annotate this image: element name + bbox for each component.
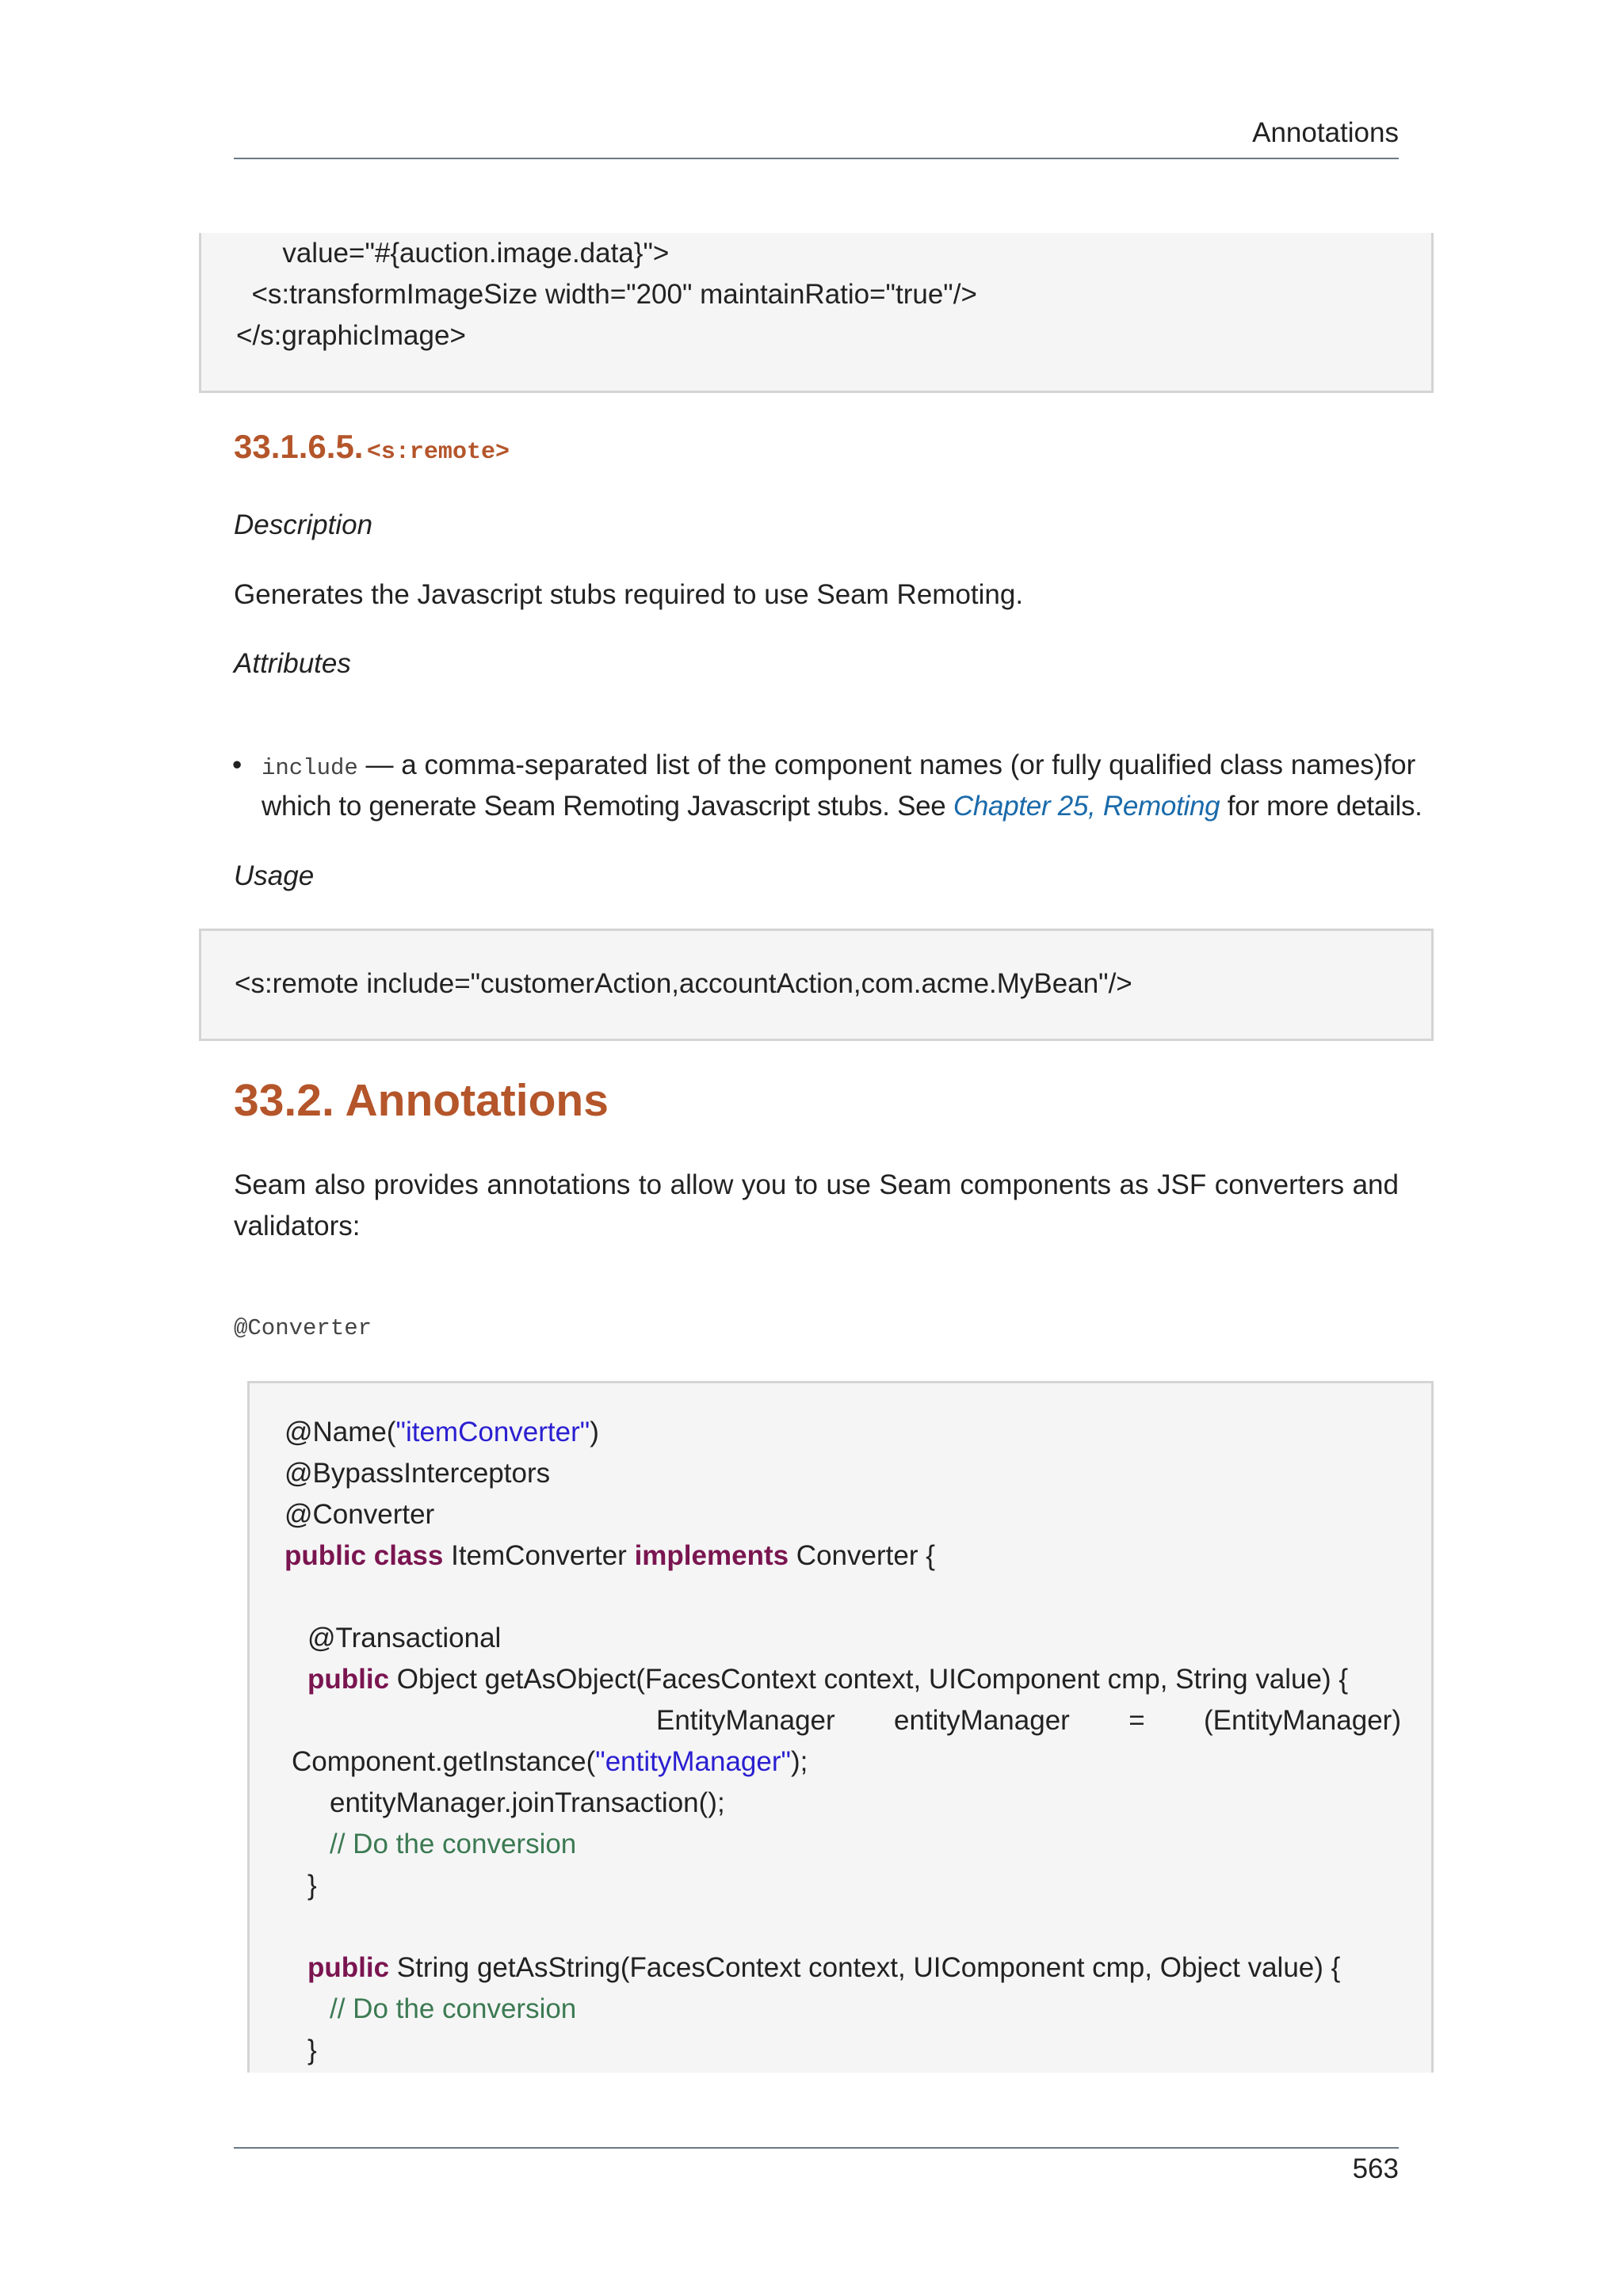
page-number: 563 [1352,2153,1399,2184]
code-text: ItemConverter [443,1540,635,1571]
code-line: } [307,1870,317,1901]
code-line: @Converter [285,1499,435,1530]
header-rule [234,158,1399,159]
code-line: entityManager.joinTransaction(); [330,1787,725,1818]
code-text: @Name( [285,1417,396,1447]
usage-label: Usage [234,860,315,891]
code-comment: // Do the conversion [330,1829,577,1859]
code-word: (EntityManager) [1204,1705,1401,1736]
code-block-continued [199,233,1434,393]
code-text: String getAsString(FacesContext context, UIComponent cmp, Object value) { [389,1952,1341,1983]
intro-line-2: validators: [234,1211,361,1241]
code-word: EntityManager [656,1705,835,1736]
code-line [285,1412,599,1453]
converter-code-block [247,1381,1434,2073]
chapter-link[interactable]: Chapter 25, Remoting [953,791,1220,822]
usage-code: <s:remote include="customerAction,accountAction,com.acme.MyBean"/> [235,968,1132,999]
code-string: "itemConverter" [395,1417,590,1447]
section-number: 33.1.6.5. [234,428,364,465]
attribute-item-line2 [262,786,1423,827]
attribute-desc-part1: — a comma-separated list of the component names (or fully qualified class names)for [357,749,1416,780]
intro-line-1: Seam also provides annotations to allow you to use Seam components as JSF converters and [234,1169,1399,1200]
code-keyword: public [307,1664,390,1695]
attribute-desc-part3: for more details. [1220,791,1423,822]
usage-code-block [199,929,1434,1041]
code-text: ); [790,1746,808,1777]
code-line-justified [656,1700,1401,1741]
code-text: Converter { [789,1540,935,1571]
code-string: "entityManager" [595,1746,791,1777]
code-keyword: public class [285,1540,444,1571]
code-text: ) [590,1417,599,1447]
code-line: } [307,2035,317,2065]
code-line: </s:graphicImage> [236,320,466,351]
code-comment: // Do the conversion [330,1993,577,2024]
code-word: = [1128,1705,1145,1736]
code-keyword: implements [634,1540,789,1571]
code-text: Component.getInstance( [292,1746,596,1777]
code-text: Object getAsObject(FacesContext context, UIComponent cmp, String value) { [389,1664,1349,1695]
code-line: <s:transformImageSize width="200" maintainRatio="true"/> [236,279,977,310]
attribute-name: include [262,755,358,781]
footer-rule [234,2147,1399,2149]
code-line: @Transactional [307,1623,502,1653]
code-word: entityManager [894,1705,1070,1736]
code-line [307,1947,1340,1989]
running-header: Annotations [1252,117,1399,148]
description-label: Description [234,509,373,540]
description-text: Generates the Javascript stubs required to use Seam Remoting. [234,579,1024,610]
code-line: value="#{auction.image.data}"> [236,238,670,269]
section-heading-remote [234,428,510,466]
attribute-item-line1 [262,745,1416,789]
attributes-label: Attributes [234,648,351,679]
code-keyword: public [307,1952,390,1983]
attribute-desc-part2: which to generate Seam Remoting Javascript stubs. See [262,791,946,822]
code-line [292,1741,808,1783]
code-line: @BypassInterceptors [285,1458,551,1489]
code-line [285,1535,935,1577]
section-tag: <s:remote> [366,439,510,466]
code-line [307,1659,1348,1700]
converter-label: @Converter [234,1315,372,1341]
section-title-annotations: 33.2. Annotations [234,1075,609,1126]
list-bullet: • [232,749,242,780]
